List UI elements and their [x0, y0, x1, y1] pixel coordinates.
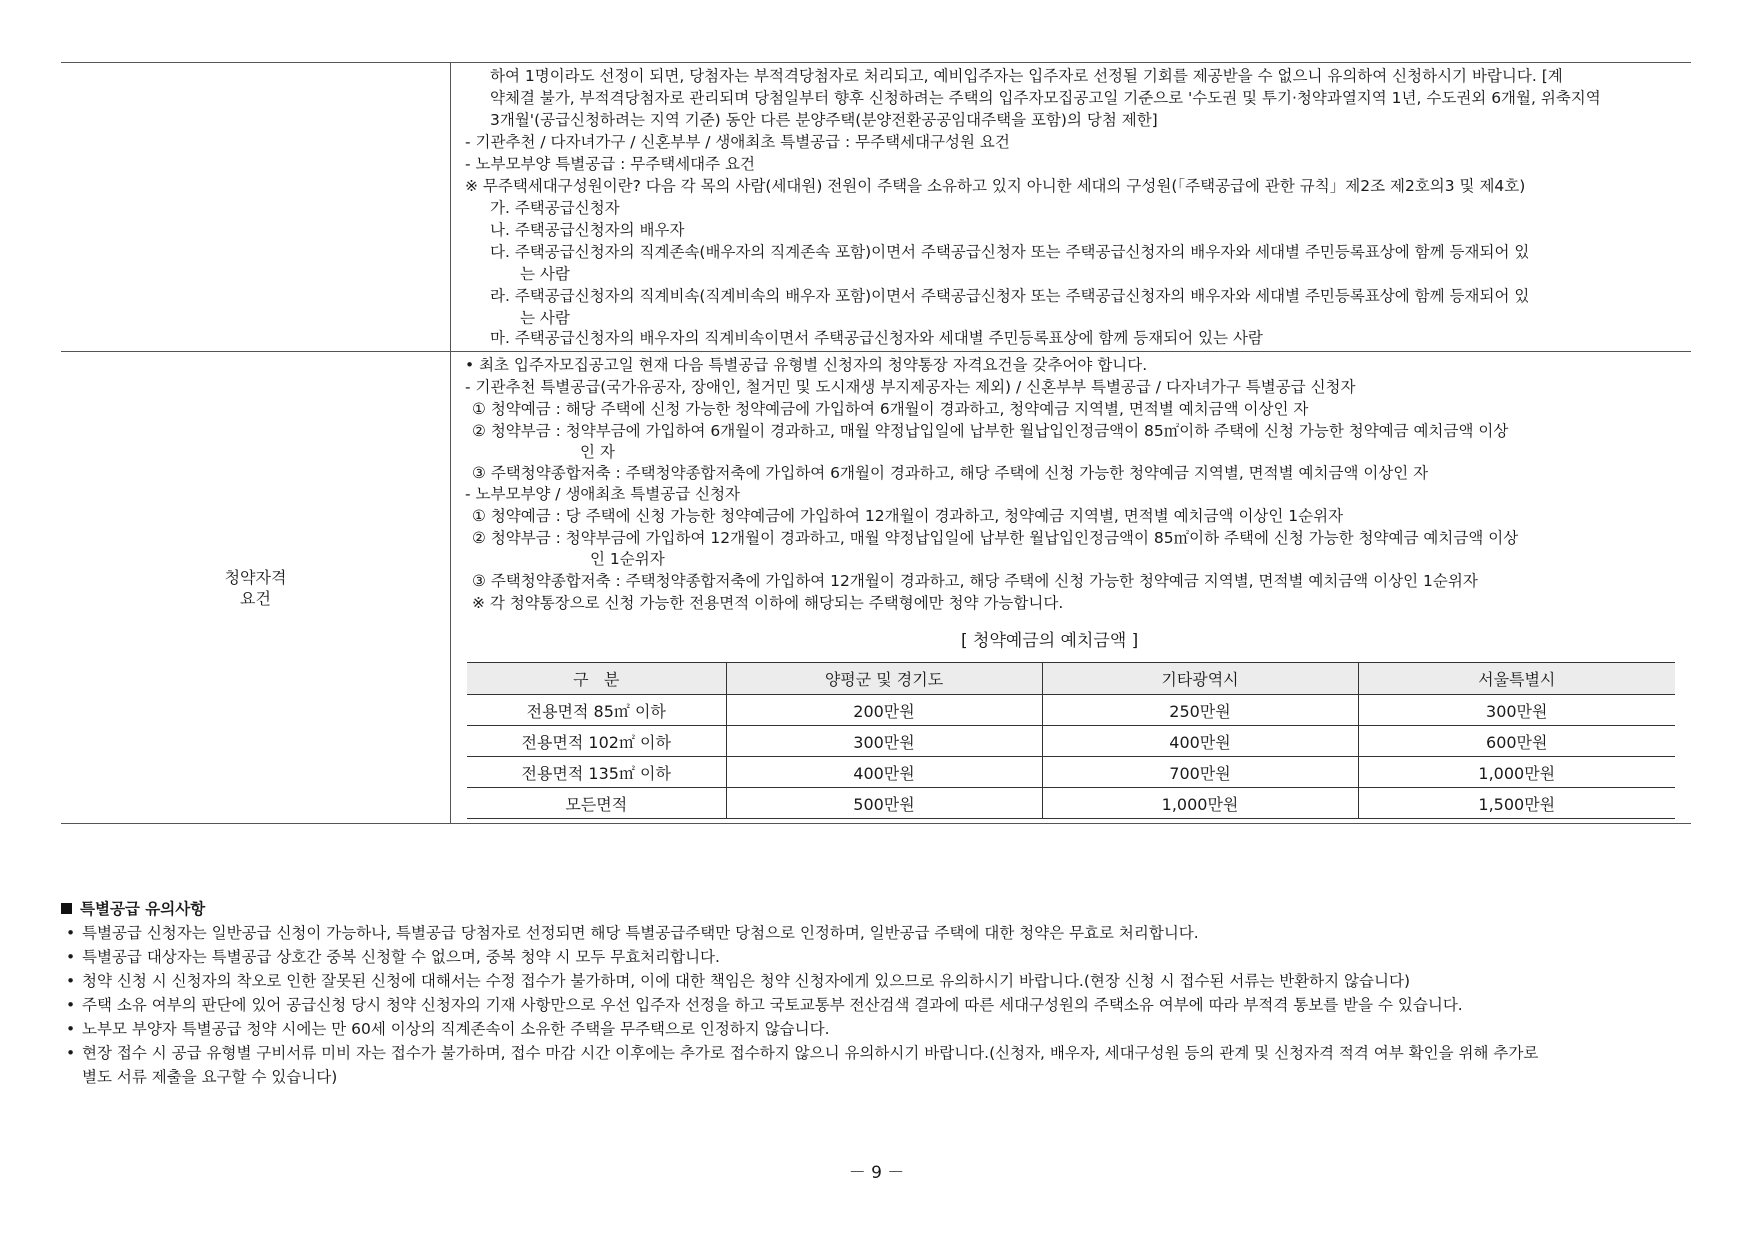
- note-text: 주택 소유 여부의 판단에 있어 공급신청 당시 청약 신청자의 기재 사항만으로 우선 입주자 선정을 하고 국토교통부 전산검색 결과에 따른 세대구성원의 주택소유 여부에 따라 부적격 통보를 받을 수 있습니다.: [82, 996, 1463, 1014]
- table-row: [467, 788, 1675, 819]
- table-header-row: [467, 663, 1675, 695]
- text-line: 3개월'(공급신청하려는 지역 기준) 동안 다른 분양주택(분양전환공공임대주택을 포함)의 당첨 제한]: [490, 111, 1158, 129]
- table-cell: 전용면적 102㎡ 이하: [467, 726, 726, 757]
- table-row: [467, 695, 1675, 726]
- table-bottom-border: [61, 823, 1691, 824]
- text-line: ① 청약예금 : 해당 주택에 신청 가능한 청약예금에 가입하여 6개월이 경과하고, 청약예금 지역별, 면적별 예치금액 이상인 자: [472, 400, 1309, 418]
- text-line: 다. 주택공급신청자의 직계존속(배우자의 직계존속 포함)이면서 주택공급신청자 또는 주택공급신청자의 배우자와 세대별 주민등록표상에 함께 등재되어 있: [490, 243, 1530, 261]
- bullet-icon: •: [66, 1020, 76, 1038]
- table-cell: 300만원: [1358, 695, 1675, 726]
- list-item: [66, 946, 720, 968]
- table-cell: 400만원: [1042, 726, 1358, 757]
- table-cell: 500만원: [726, 788, 1042, 819]
- text-line: 약체결 불가, 부적격당첨자로 관리되며 당첨일부터 향후 신청하려는 주택의 입주자모집공고일 기준으로 '수도권 및 투기·청약과열지역 1년, 수도권외 6개월, 위축지역: [490, 89, 1601, 107]
- text-line: - 기관추천 특별공급(국가유공자, 장애인, 철거민 및 도시재생 부지제공자는 제외) / 신혼부부 특별공급 / 다자녀가구 특별공급 신청자: [465, 378, 1356, 396]
- label-line: 요건: [240, 589, 271, 608]
- bullet-icon: •: [66, 924, 76, 942]
- text-line: 는 사람: [520, 265, 570, 283]
- text-line: • 최초 입주자모집공고일 현재 다음 특별공급 유형별 신청자의 청약통장 자격요건을 갖추어야 합니다.: [465, 356, 1148, 374]
- header-cell: 기타광역시: [1042, 663, 1358, 695]
- notes-title: 특별공급 유의사항: [80, 900, 206, 918]
- deposit-table: [467, 662, 1675, 819]
- text-line: ② 청약부금 : 청약부금에 가입하여 12개월이 경과하고, 매월 약정납입일에 납부한 월납입인정금액이 85㎡이하 주택에 신청 가능한 청약예금 예치금액 이상: [472, 529, 1519, 547]
- table-cell: 200만원: [726, 695, 1042, 726]
- list-item-continuation: 별도 서류 제출을 요구할 수 있습니다): [82, 1068, 338, 1086]
- list-item: [66, 922, 1199, 944]
- notes-heading: [61, 897, 205, 919]
- text-line: 는 사람: [520, 309, 570, 327]
- text-line: ③ 주택청약종합저축 : 주택청약종합저축에 가입하여 12개월이 경과하고, 해당 주택에 신청 가능한 청약예금 지역별, 면적별 예치금액 이상인 1순위자: [472, 572, 1478, 590]
- bullet-icon: •: [66, 1044, 76, 1062]
- text-line: 가. 주택공급신청자: [490, 199, 620, 217]
- row-divider: [61, 351, 1691, 352]
- table-cell: 300만원: [726, 726, 1042, 757]
- table-cell: 600만원: [1358, 726, 1675, 757]
- text-line: 인 1순위자: [590, 550, 665, 568]
- text-line: - 노부모부양 특별공급 : 무주택세대주 요건: [465, 155, 755, 173]
- table-cell: 700만원: [1042, 757, 1358, 788]
- table-cell: 1,500만원: [1358, 788, 1675, 819]
- text-line: ※ 무주택세대구성원이란? 다음 각 목의 사람(세대원) 전원이 주택을 소유하고 있지 아니한 세대의 구성원(「주택공급에 관한 규칙」제2조 제2호의3 및 제4호): [465, 177, 1526, 195]
- table-cell: 400만원: [726, 757, 1042, 788]
- list-item: [66, 970, 1410, 992]
- table-cell: 250만원: [1042, 695, 1358, 726]
- table-row: [467, 726, 1675, 757]
- table-row: [467, 757, 1675, 788]
- text-line: ③ 주택청약종합저축 : 주택청약종합저축에 가입하여 6개월이 경과하고, 해당 주택에 신청 가능한 청약예금 지역별, 면적별 예치금액 이상인 자: [472, 464, 1429, 482]
- text-line: 하여 1명이라도 선정이 되면, 당첨자는 부적격당첨자로 처리되고, 예비입주자는 입주자로 선정될 기회를 제공받을 수 없으니 유의하여 신청하시기 바랍니다. [계: [490, 67, 1563, 85]
- table-cell: 전용면적 85㎡ 이하: [467, 695, 726, 726]
- text-line: - 노부모부양 / 생애최초 특별공급 신청자: [465, 485, 741, 503]
- page-number: － 9 －: [848, 1163, 905, 1183]
- square-bullet-icon: [61, 903, 72, 914]
- label-line: 청약자격: [224, 568, 287, 587]
- list-item: [66, 994, 1463, 1016]
- list-item: [66, 1042, 1538, 1064]
- table-cell: 1,000만원: [1358, 757, 1675, 788]
- bullet-icon: •: [66, 948, 76, 966]
- table-top-border: [61, 62, 1691, 63]
- note-text: 현장 접수 시 공급 유형별 구비서류 미비 자는 접수가 불가하며, 접수 마감 시간 이후에는 추가로 접수하지 않으니 유의하시기 바랍니다.(신청자, 배우자, 세대구성원 등의 관계 및 신청자격 적격 여부 확인을 위해 추가로: [82, 1044, 1539, 1062]
- table-cell: 전용면적 135㎡ 이하: [467, 757, 726, 788]
- header-cell: 구 분: [467, 663, 726, 695]
- note-text: 청약 신청 시 신청자의 착오로 인한 잘못된 신청에 대해서는 수정 접수가 불가하며, 이에 대한 책임은 청약 신청자에게 있으므로 유의하시기 바랍니다.(현장 신청 시 접수된 서류는 반환하지 않습니다): [82, 972, 1410, 990]
- bullet-icon: •: [66, 996, 76, 1014]
- table-cell: 모든면적: [467, 788, 726, 819]
- text-line: 인 자: [580, 443, 615, 461]
- text-line: 나. 주택공급신청자의 배우자: [490, 221, 685, 239]
- note-text: 노부모 부양자 특별공급 청약 시에는 만 60세 이상의 직계존속이 소유한 주택을 무주택으로 인정하지 않습니다.: [82, 1020, 830, 1038]
- table-cell: 1,000만원: [1042, 788, 1358, 819]
- text-line: ② 청약부금 : 청약부금에 가입하여 6개월이 경과하고, 매월 약정납입일에 납부한 월납입인정금액이 85㎡이하 주택에 신청 가능한 청약예금 예치금액 이상: [472, 422, 1509, 440]
- text-line: ① 청약예금 : 당 주택에 신청 가능한 청약예금에 가입하여 12개월이 경과하고, 청약예금 지역별, 면적별 예치금액 이상인 1순위자: [472, 507, 1344, 525]
- text-line: 라. 주택공급신청자의 직계비속(직계비속의 배우자 포함)이면서 주택공급신청자 또는 주택공급신청자의 배우자와 세대별 주민등록표상에 함께 등재되어 있: [490, 287, 1530, 305]
- header-cell: 양평군 및 경기도: [726, 663, 1042, 695]
- note-text: 특별공급 신청자는 일반공급 신청이 가능하나, 특별공급 당첨자로 선정되면 해당 특별공급주택만 당첨으로 인정하며, 일반공급 주택에 대한 청약은 무효로 처리합니다.: [82, 924, 1199, 942]
- list-item: [66, 1018, 830, 1040]
- text-line: - 기관추천 / 다자녀가구 / 신혼부부 / 생애최초 특별공급 : 무주택세대구성원 요건: [465, 133, 1010, 151]
- bullet-icon: •: [66, 972, 76, 990]
- note-text: 특별공급 대상자는 특별공급 상호간 중복 신청할 수 없으며, 중복 청약 시 모두 무효처리합니다.: [82, 948, 720, 966]
- column-divider: [450, 62, 451, 824]
- deposit-table-title: [ 청약예금의 예치금액 ]: [961, 631, 1139, 651]
- qualification-label: [61, 567, 450, 609]
- text-line: 마. 주택공급신청자의 배우자의 직계비속이면서 주택공급신청자와 세대별 주민등록표상에 함께 등재되어 있는 사람: [490, 329, 1263, 347]
- text-line: ※ 각 청약통장으로 신청 가능한 전용면적 이하에 해당되는 주택형에만 청약 가능합니다.: [472, 594, 1064, 612]
- header-cell: 서울특별시: [1358, 663, 1675, 695]
